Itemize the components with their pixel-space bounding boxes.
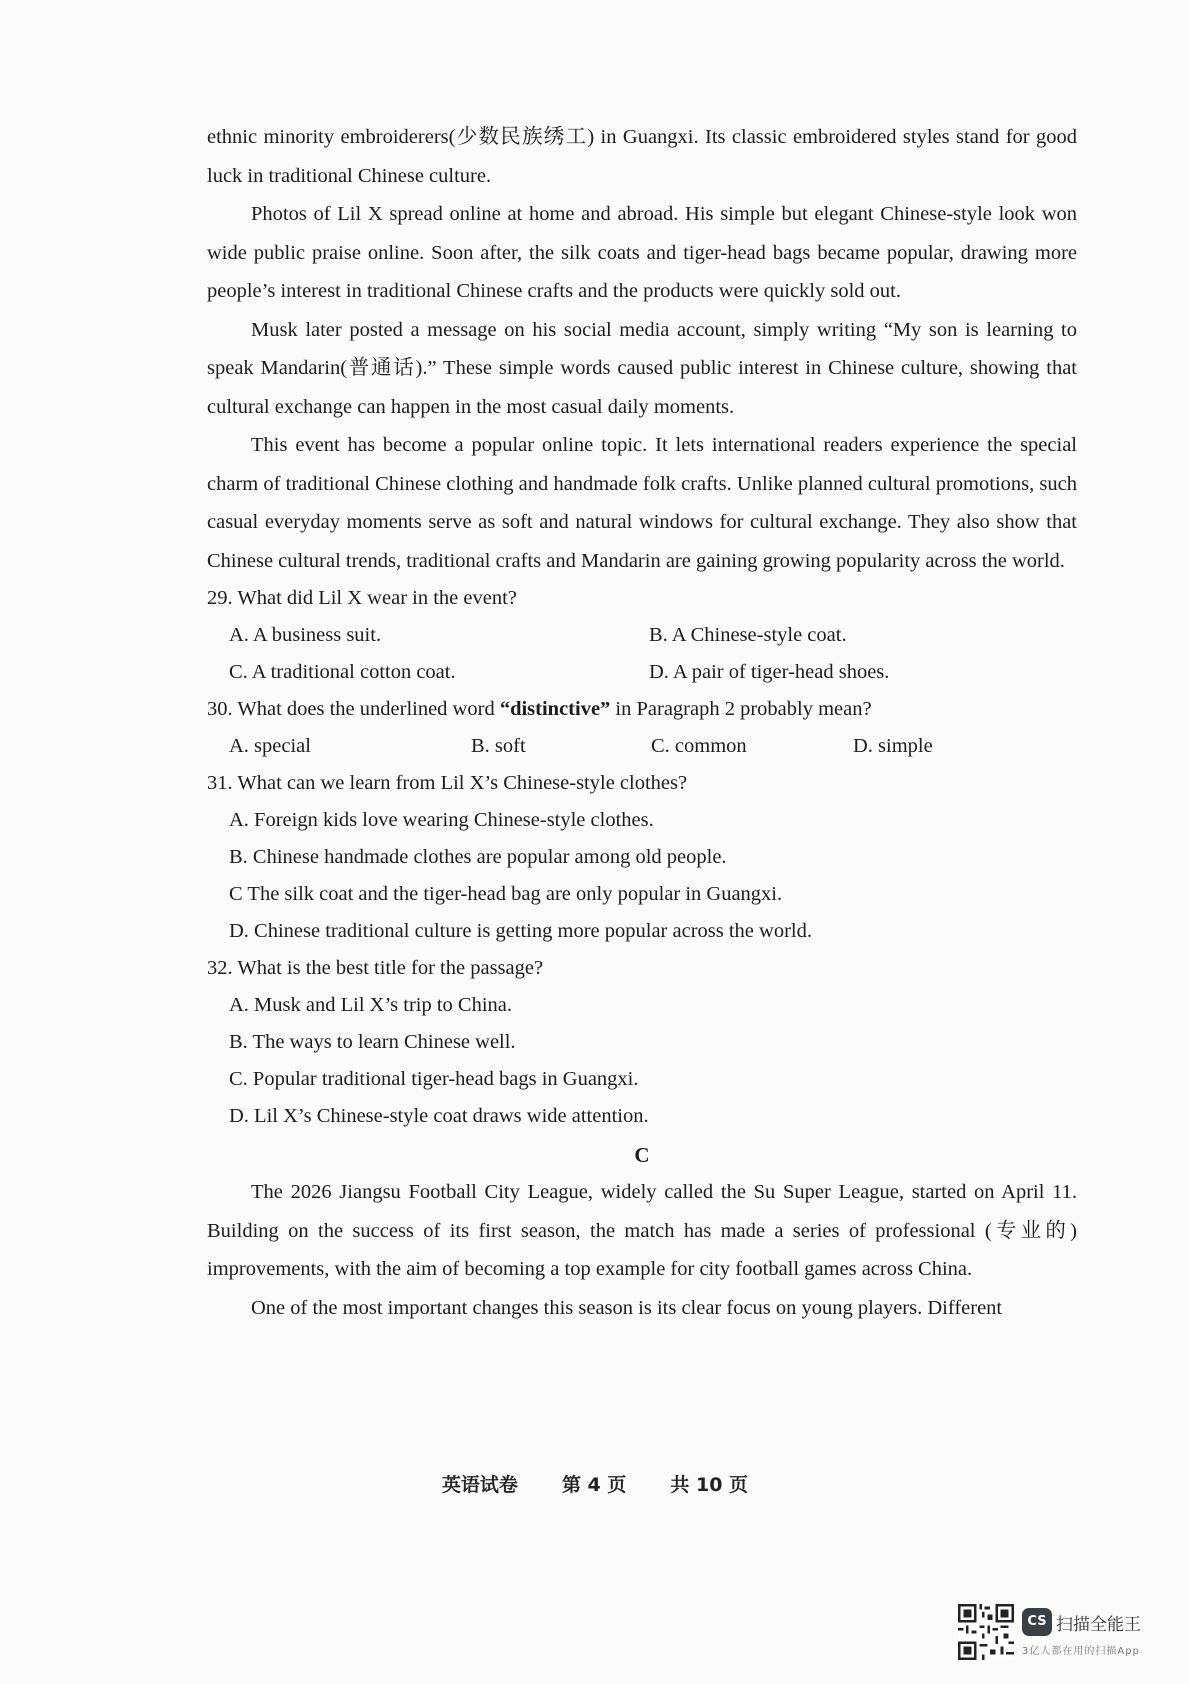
- question-29: [207, 580, 1077, 691]
- page-footer: [0, 1470, 1190, 1497]
- question-30-stem: [207, 691, 1077, 728]
- question-29-option-d: D. A pair of tiger-head shoes.: [649, 661, 890, 683]
- question-30-option-d: D. simple: [853, 735, 933, 757]
- question-32-option-c: C. Popular traditional tiger-head bags in Guangxi.: [229, 1068, 639, 1090]
- question-32-option-a: A. Musk and Lil X’s trip to China.: [229, 994, 513, 1016]
- passage-c-heading: C: [634, 1143, 650, 1167]
- question-29-options-row-1: [229, 617, 1077, 654]
- question-32-option-d: D. Lil X’s Chinese-style coat draws wide attention.: [229, 1105, 649, 1127]
- question-29-option-b: B. A Chinese-style coat.: [649, 624, 847, 646]
- qr-code-icon: [958, 1604, 1014, 1660]
- camscanner-logo-icon: CS: [1022, 1608, 1052, 1636]
- question-31-option-c: C The silk coat and the tiger-head bag are only popular in Guangxi.: [229, 883, 783, 905]
- question-29-option-a: A. A business suit.: [229, 624, 382, 646]
- question-31-option-d: D. Chinese traditional culture is getting more popular across the world.: [229, 920, 812, 942]
- passage-b-paragraph-musk: Musk later posted a message on his social media account, simply writing “My son is learning to speak Mandarin(普通话).” These simple words caused public interest in Chinese culture, showing that cultural exchange can happen in the most casual daily moments.: [207, 318, 1077, 418]
- question-32: [207, 950, 1077, 1135]
- question-31: [207, 765, 1077, 950]
- question-30-option-c: C. common: [651, 735, 747, 757]
- question-32-stem: 32. What is the best title for the passage?: [207, 957, 544, 979]
- exam-page-content: [207, 118, 1077, 1327]
- footer-total-pages: 共 10 页: [670, 1474, 749, 1496]
- passage-c-paragraph-1: The 2026 Jiangsu Football City League, widely called the Su Super League, started on April 11. Building on the success of its first season, the match has made a series of professional (专业的) improvements, with the aim of becoming a top example for city football games across China.: [207, 1181, 1077, 1280]
- question-29-option-c: C. A traditional cotton coat.: [229, 661, 456, 683]
- question-30-option-a: A. special: [229, 735, 311, 757]
- question-30-stem-before: 30. What does the underlined word: [207, 698, 500, 720]
- footer-subject: 英语试卷: [441, 1474, 518, 1496]
- question-30-stem-after: in Paragraph 2 probably mean?: [610, 698, 872, 720]
- passage-b-paragraph-photos: Photos of Lil X spread online at home and abroad. His simple but elegant Chinese-style look won wide public praise online. Soon after, the silk coats and tiger-head bags became popular, drawing more people’s interest in traditional Chinese crafts and the products were quickly sold out.: [207, 203, 1077, 302]
- question-31-stem: 31. What can we learn from Lil X’s Chinese-style clothes?: [207, 772, 688, 794]
- scanner-app-tagline: 3亿人都在用的扫描App: [1022, 1646, 1140, 1657]
- question-30-option-b: B. soft: [471, 735, 526, 757]
- question-29-stem: 29. What did Lil X wear in the event?: [207, 587, 517, 609]
- question-31-option-b: B. Chinese handmade clothes are popular among old people.: [229, 846, 727, 868]
- passage-c-paragraph-2: One of the most important changes this season is its clear focus on young players. Different: [251, 1296, 1003, 1319]
- question-30-keyword: “distinctive”: [499, 698, 611, 720]
- question-30-options: [229, 728, 1077, 765]
- scanner-watermark: [958, 1604, 1178, 1664]
- footer-page-number: 第 4 页: [561, 1474, 627, 1496]
- question-30: [207, 691, 1077, 765]
- scanner-app-name: 扫描全能王: [1056, 1615, 1141, 1635]
- passage-b-paragraph-continued: ethnic minority embroiderers(少数民族绣工) in Guangxi. Its classic embroidered styles stand for good luck in traditional Chinese culture.: [207, 126, 1077, 187]
- question-29-options-row-2: [229, 654, 1077, 691]
- question-32-option-b: B. The ways to learn Chinese well.: [229, 1031, 516, 1053]
- passage-b-paragraph-event: This event has become a popular online topic. It lets international readers experience the special charm of traditional Chinese clothing and handmade folk crafts. Unlike planned cultural promotions, such casual everyday moments serve as soft and natural windows for cultural exchange. They also show that Chinese cultural trends, traditional crafts and Mandarin are gaining growing popularity across the world.: [207, 434, 1077, 572]
- question-31-option-a: A. Foreign kids love wearing Chinese-style clothes.: [229, 809, 654, 831]
